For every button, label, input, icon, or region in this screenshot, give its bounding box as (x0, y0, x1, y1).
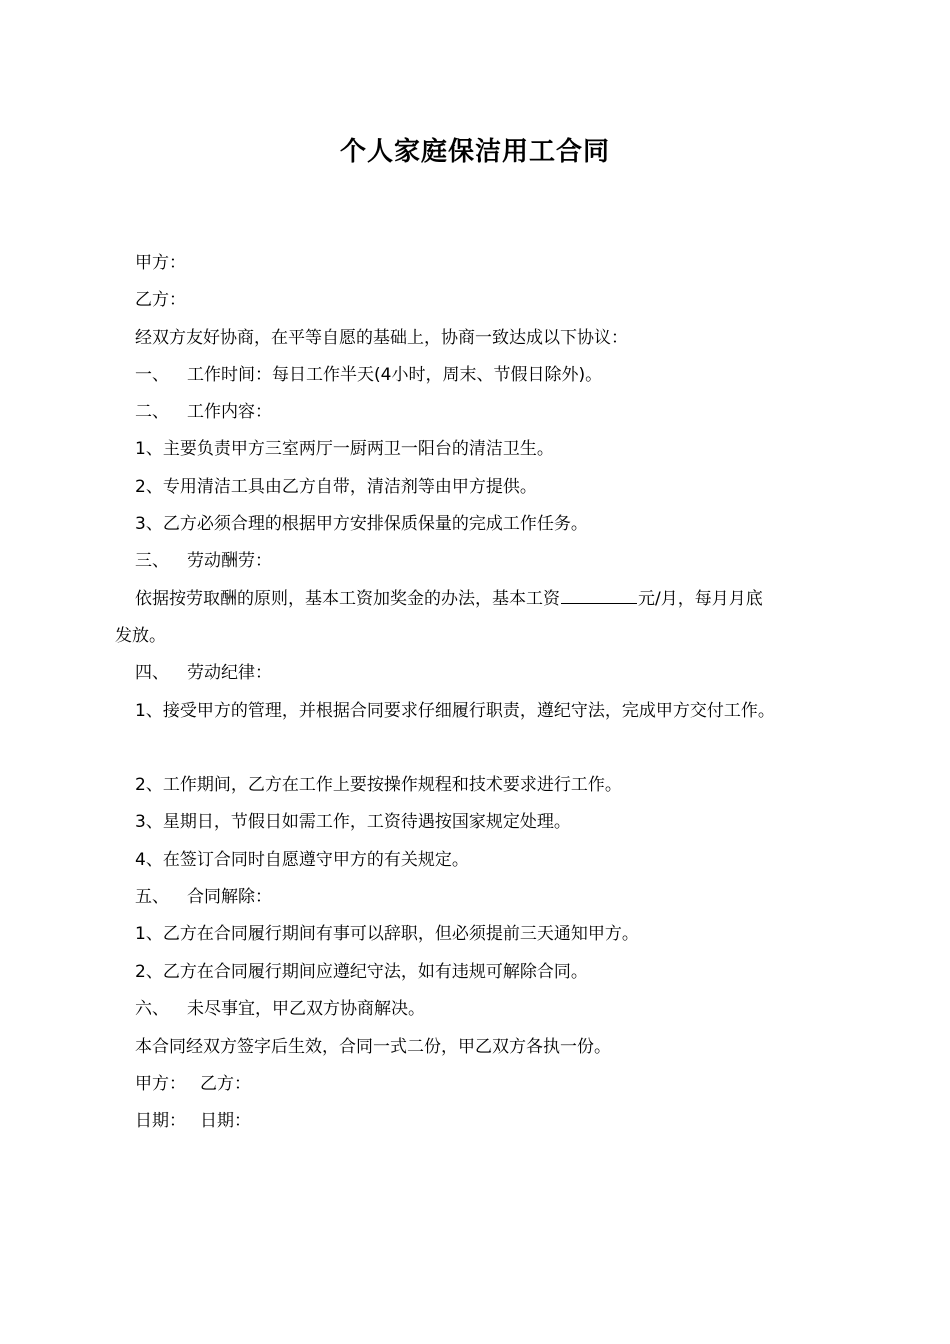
wage-paragraph (135, 587, 763, 611)
party-b-label: 乙方： (135, 290, 186, 310)
section-4-item: 1、接受甲方的管理，并根据合同要求仔细履行职责，遵纪守法，完成甲方交付工作。 (135, 701, 775, 721)
section-2-item: 3、乙方必须合理的根据甲方安排保质保量的完成工作任务。 (135, 514, 588, 534)
signature-party-b: 乙方： (200, 1074, 251, 1094)
signature-line (135, 1072, 251, 1096)
section-5-item: 2、乙方在合同履行期间应遵纪守法，如有违规可解除合同。 (135, 962, 588, 982)
document-title: 个人家庭保洁用工合同 (339, 137, 610, 167)
section-6-text: 未尽事宜，甲乙双方协商解决。 (187, 999, 425, 1019)
section-3-number: 三、 (135, 551, 169, 571)
wage-text-end: 元/月，每月月底 (638, 589, 763, 609)
wage-text-start: 依据按劳取酬的原则，基本工资加奖金的办法，基本工资 (135, 589, 560, 609)
section-2 (135, 400, 272, 424)
section-4 (135, 661, 272, 685)
section-5-number: 五、 (135, 887, 169, 907)
wage-paragraph-continued: 发放。 (115, 626, 166, 646)
section-3 (135, 549, 272, 573)
section-2-number: 二、 (135, 402, 169, 422)
section-4-number: 四、 (135, 663, 169, 683)
date-party-b: 日期： (200, 1111, 251, 1131)
section-5-item: 1、乙方在合同履行期间有事可以辞职，但必须提前三天通知甲方。 (135, 924, 639, 944)
party-a-label: 甲方： (135, 253, 186, 273)
section-5-text: 合同解除： (187, 887, 272, 907)
section-2-item: 2、专用清洁工具由乙方自带，清洁剂等由甲方提供。 (135, 477, 537, 497)
section-4-text: 劳动纪律： (187, 663, 272, 683)
section-6 (135, 997, 425, 1021)
wage-amount-blank (561, 587, 637, 604)
section-4-item: 3、星期日，节假日如需工作，工资待遇按国家规定处理。 (135, 812, 571, 832)
section-3-text: 劳动酬劳： (187, 551, 272, 571)
section-4-item: 4、在签订合同时自愿遵守甲方的有关规定。 (135, 850, 469, 870)
section-4-item: 2、工作期间，乙方在工作上要按操作规程和技术要求进行工作。 (135, 775, 622, 795)
section-1-number: 一、 (135, 365, 169, 385)
closing-paragraph: 本合同经双方签字后生效，合同一式二份，甲乙双方各执一份。 (135, 1037, 611, 1057)
section-2-text: 工作内容： (187, 402, 272, 422)
date-line (135, 1109, 251, 1133)
date-party-a: 日期： (135, 1111, 186, 1131)
section-6-number: 六、 (135, 999, 169, 1019)
section-1 (135, 363, 602, 387)
section-5 (135, 885, 272, 909)
section-1-text: 工作时间：每日工作半天(4小时，周末、节假日除外)。 (187, 365, 603, 385)
section-2-item: 1、主要负责甲方三室两厅一厨两卫一阳台的清洁卫生。 (135, 439, 554, 459)
intro-paragraph: 经双方友好协商，在平等自愿的基础上，协商一致达成以下协议： (135, 328, 628, 348)
signature-party-a: 甲方： (135, 1074, 186, 1094)
